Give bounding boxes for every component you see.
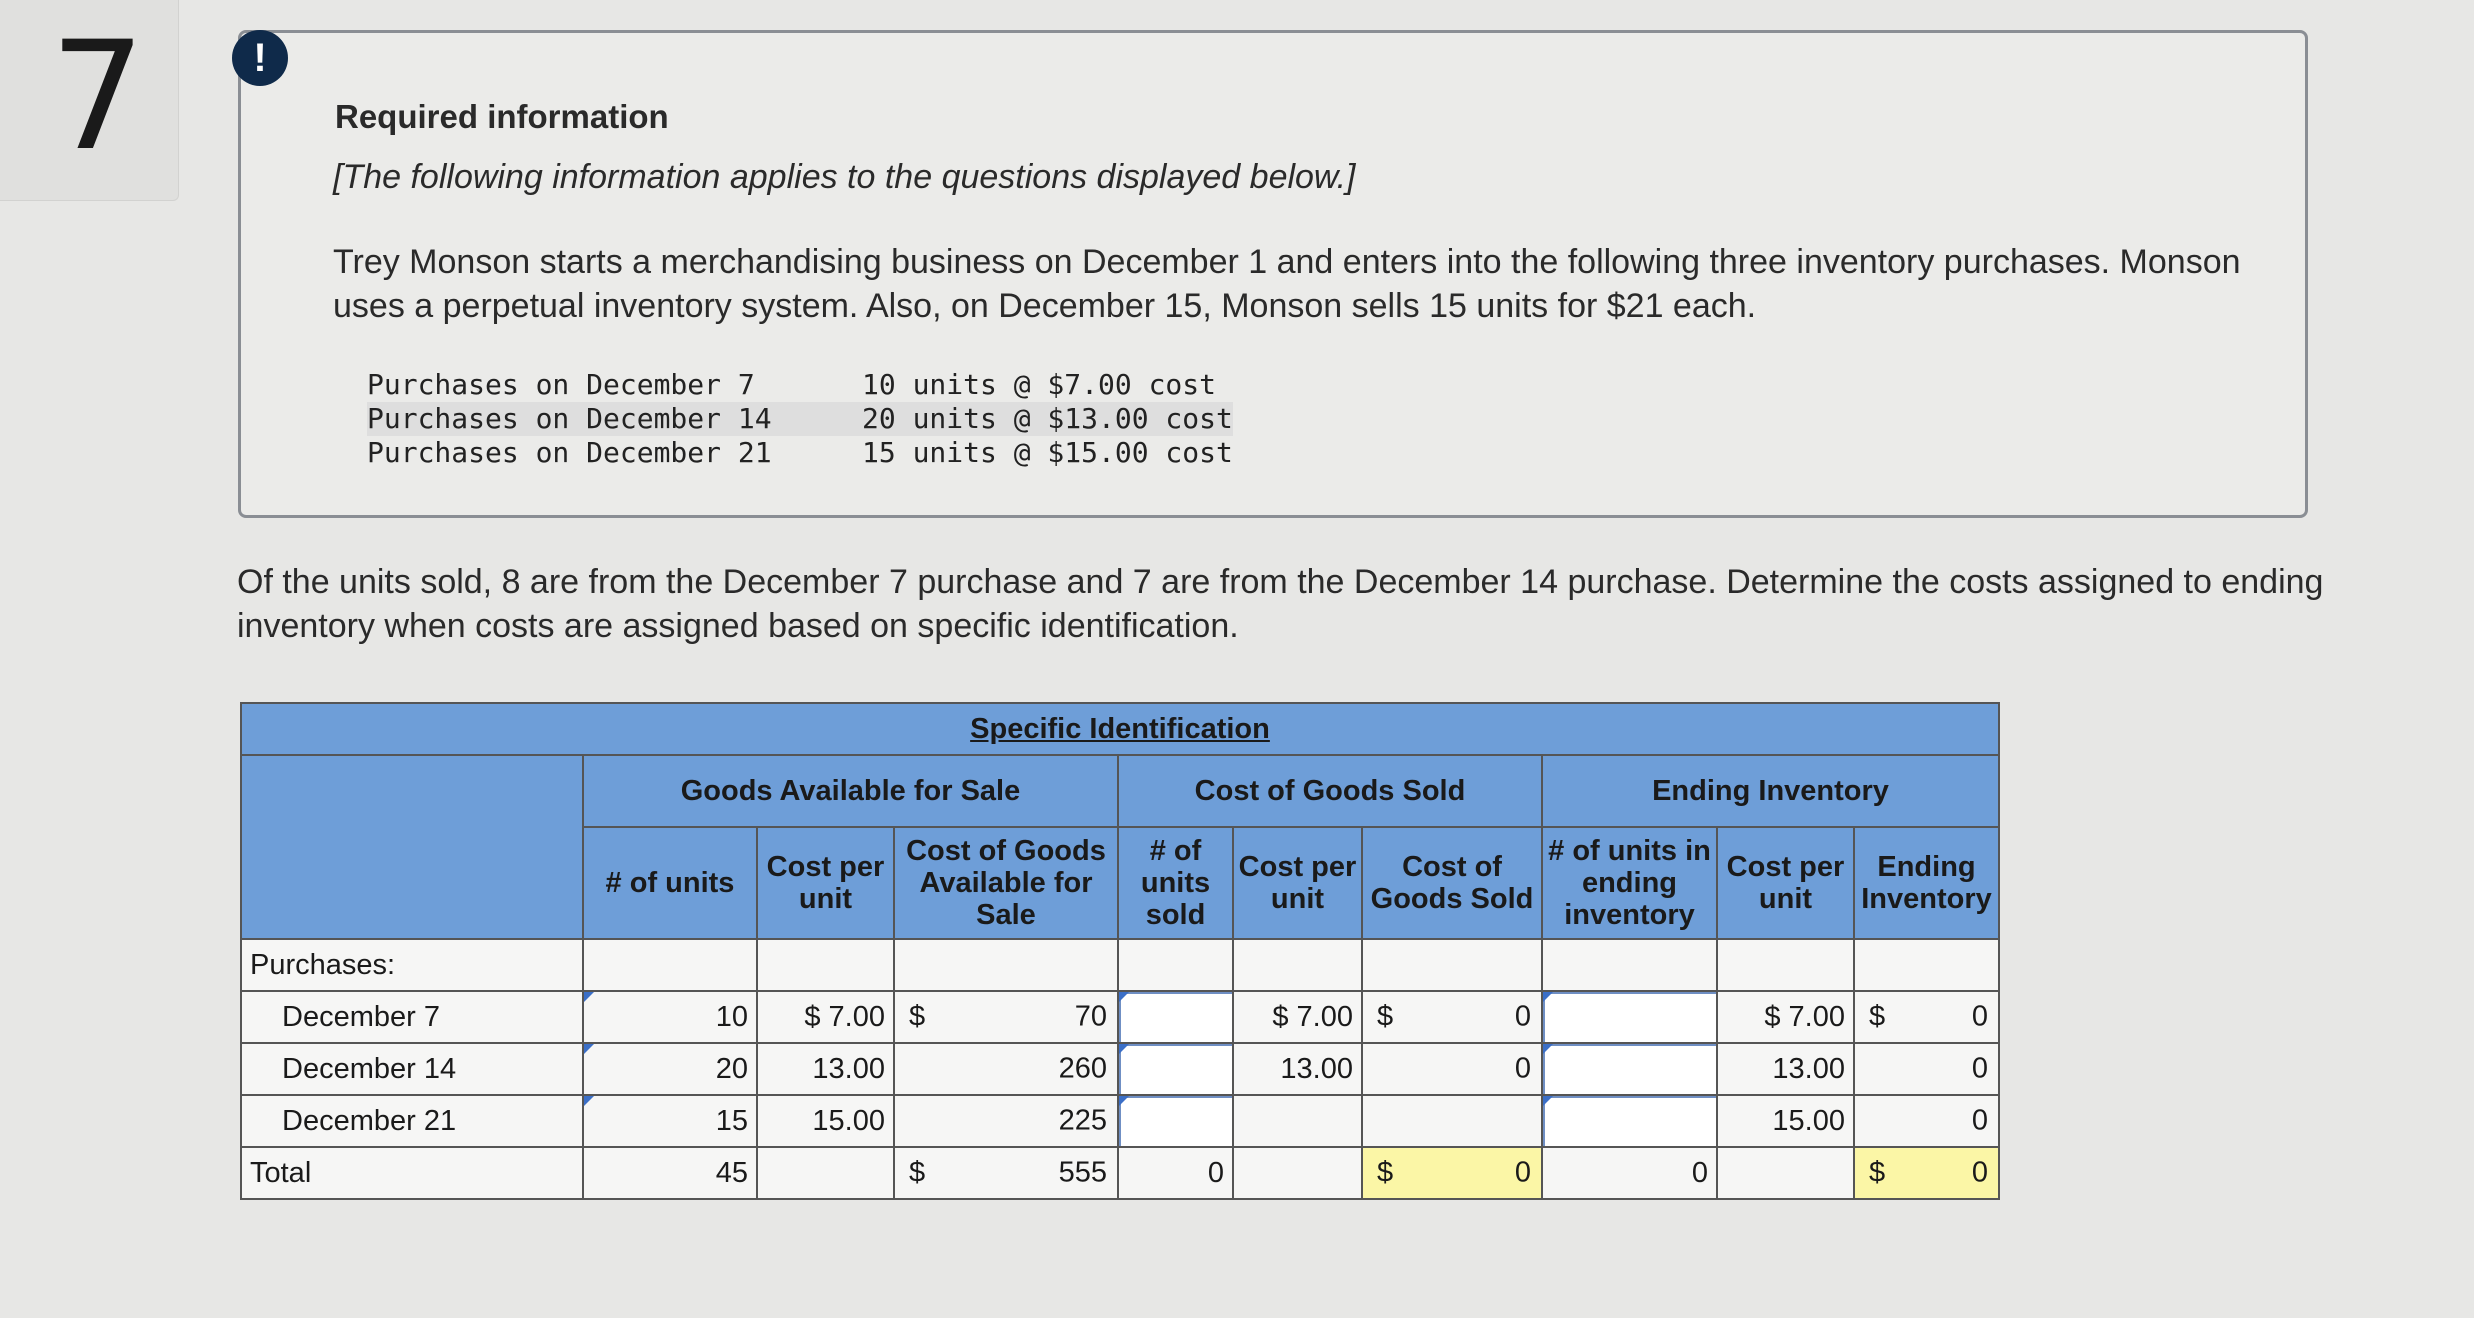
total-units-sold: 0 [1118,1147,1233,1199]
info-body: Trey Monson starts a merchandising business on December 1 and enters into the following three inventory purchases. Monson uses a perpetual inventory system. Also, on December 15, Monson sells 15 units for $21 each. [333,243,2241,325]
cogs-cost-per-unit-cell [1233,1095,1362,1147]
total-ending-units: 0 [1542,1147,1717,1199]
cgas-cell: 225 [894,1095,1118,1147]
total-cgas: $ 555 [894,1147,1118,1199]
cogs-cell: 0 [1362,1043,1542,1095]
purchase-row [367,402,1233,436]
alert-icon: ! [232,30,288,86]
question-text: Of the units sold, 8 are from the December 7 purchase and 7 are from the December 14 purchase. Determine the costs assigned to ending inventory when costs are assigned based on specific identification. [237,563,2324,645]
ending-units-input[interactable] [1542,1095,1717,1147]
row-label: December 7 [241,991,583,1043]
total-ending-inventory: $ 0 [1854,1147,1999,1199]
col-cost-goods-sold: Cost of Goods Sold [1362,827,1542,939]
purchase-detail: 20 units @ $13.00 cost [862,402,1233,435]
units-sold-input[interactable] [1118,991,1233,1043]
table-title: Specific Identification [241,703,1999,755]
ending-cost-per-unit-cell: 13.00 [1717,1043,1854,1095]
specific-identification-table [240,702,2000,1200]
cogs-cell: $ 0 [1362,991,1542,1043]
cgas-cell: $ 70 [894,991,1118,1043]
purchase-date: Purchases on December 21 [367,436,772,469]
label-header-blank [241,755,583,939]
group-cost-of-goods-sold: Cost of Goods Sold [1118,755,1542,827]
table-row [241,939,1999,991]
row-label: December 14 [241,1043,583,1095]
col-ending-inventory: Ending Inventory [1854,827,1999,939]
cogs-cost-per-unit-cell: $ 7.00 [1233,991,1362,1043]
total-label: Total [241,1147,583,1199]
purchase-row [367,436,1233,470]
total-units: 45 [583,1147,757,1199]
col-ending-cost-per-unit: Cost per unit [1717,827,1854,939]
col-cogs-cost-per-unit: Cost per unit [1233,827,1362,939]
question-number-panel [0,0,179,201]
ending-units-input[interactable] [1542,991,1717,1043]
cogs-cost-per-unit-cell: 13.00 [1233,1043,1362,1095]
info-title: Required information [335,98,669,135]
cost-per-unit-cell: 15.00 [757,1095,894,1147]
units-sold-input[interactable] [1118,1095,1233,1147]
row-label: December 21 [241,1095,583,1147]
total-row [241,1147,1999,1199]
group-ending-inventory: Ending Inventory [1542,755,1999,827]
ending-cost-per-unit-cell: 15.00 [1717,1095,1854,1147]
cost-per-unit-cell: 13.00 [757,1043,894,1095]
cogs-cell [1362,1095,1542,1147]
ending-inventory-cell: 0 [1854,1095,1999,1147]
question-number: 7 [50,10,146,184]
section-label: Purchases: [241,939,583,991]
col-units: # of units [583,827,757,939]
cost-per-unit-cell: $ 7.00 [757,991,894,1043]
ending-cost-per-unit-cell: $ 7.00 [1717,991,1854,1043]
table-row [241,1095,1999,1147]
units-cell: 20 [583,1043,757,1095]
table-row [241,991,1999,1043]
units-sold-input[interactable] [1118,1043,1233,1095]
col-cost-goods-available: Cost of Goods Available for Sale [894,827,1118,939]
ending-units-input[interactable] [1542,1043,1717,1095]
cgas-cell: 260 [894,1043,1118,1095]
col-ending-units: # of units in ending inventory [1542,827,1717,939]
ending-inventory-cell: 0 [1854,1043,1999,1095]
purchase-detail: 15 units @ $15.00 cost [862,436,1233,469]
group-goods-available: Goods Available for Sale [583,755,1118,827]
col-cost-per-unit: Cost per unit [757,827,894,939]
units-cell: 10 [583,991,757,1043]
purchases-list [367,368,1233,470]
table-row [241,1043,1999,1095]
units-cell: 15 [583,1095,757,1147]
total-cogs: $ 0 [1362,1147,1542,1199]
purchase-detail: 10 units @ $7.00 cost [862,368,1217,401]
ending-inventory-cell: $ 0 [1854,991,1999,1043]
col-units-sold: # of units sold [1118,827,1233,939]
purchase-row [367,368,1233,402]
purchase-date: Purchases on December 7 [367,368,755,401]
info-subtitle: [The following information applies to the questions displayed below.] [333,158,1356,196]
purchase-date: Purchases on December 14 [367,402,772,435]
